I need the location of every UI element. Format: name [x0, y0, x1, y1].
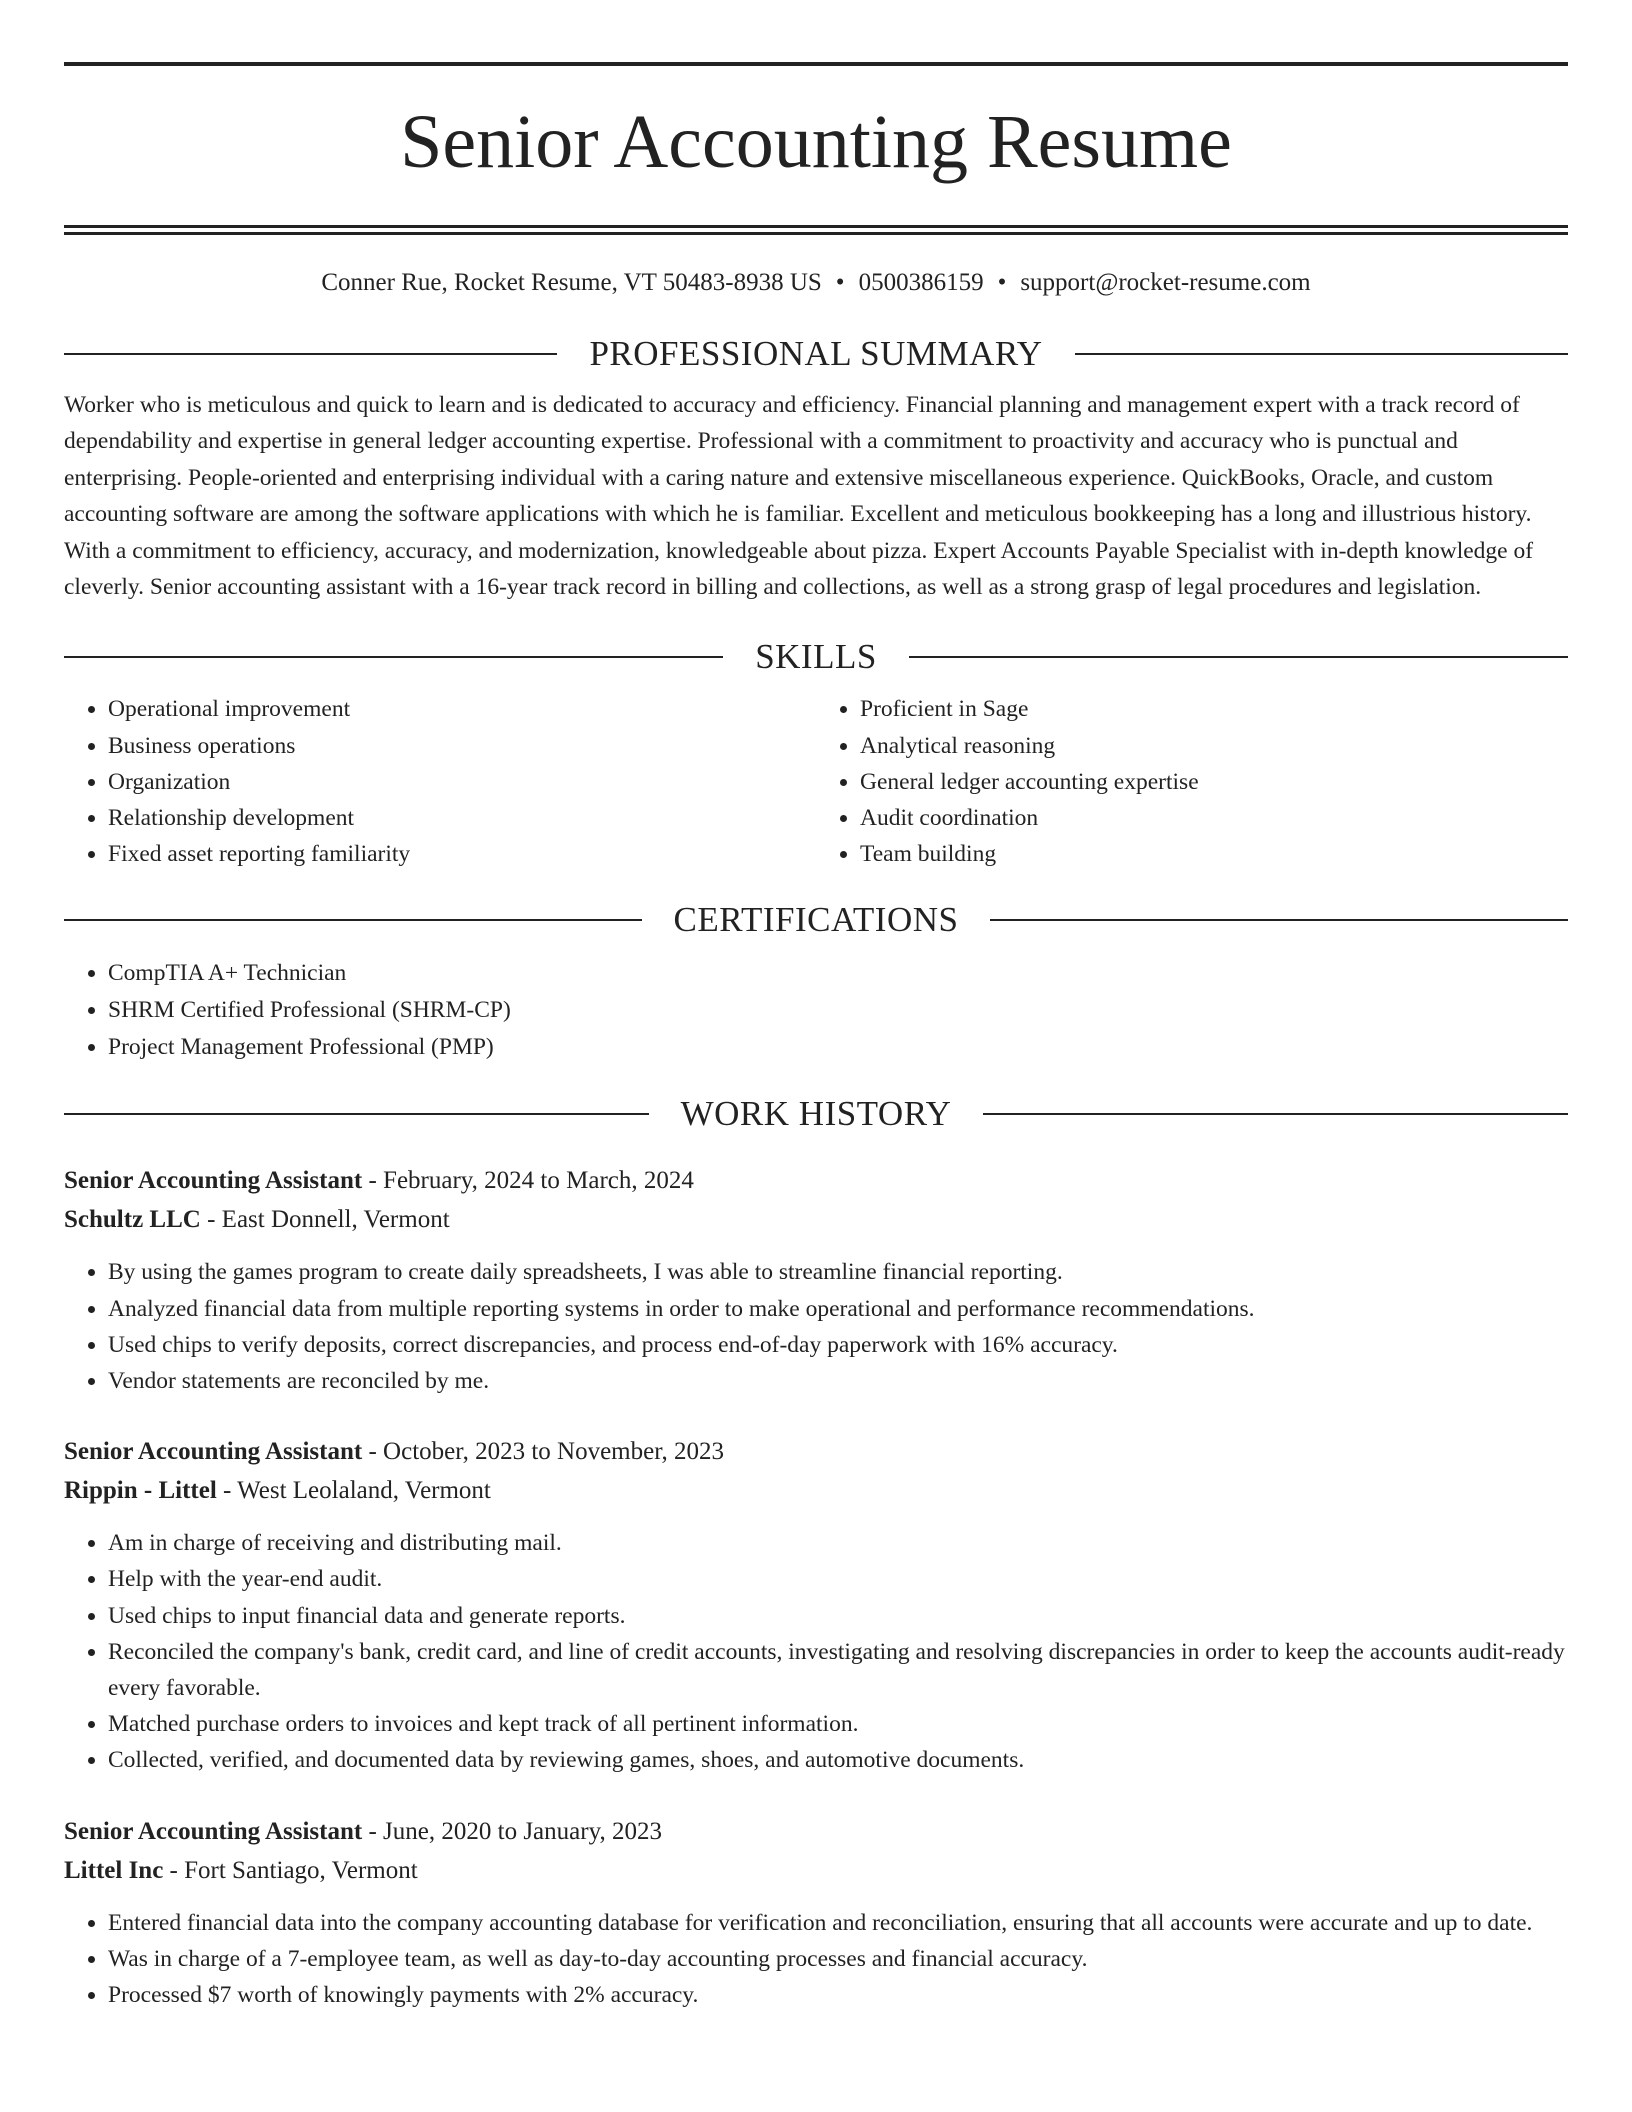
heading-rule	[909, 656, 1568, 658]
skill-item: • Team building	[860, 836, 1568, 872]
job-bullet: • Processed $7 worth of knowingly payments with 2% accuracy.	[108, 1977, 1568, 2013]
skills-heading-label: SKILLS	[755, 637, 877, 677]
summary-text: Worker who is meticulous and quick to learn and is dedicated to accuracy and efficiency. Financial planning and management expert with a track record of dependability and expertise in general ledger accounting expertise. Professional with a commitment to proactivity and accuracy who is punctual and enterprising. People-oriented and enterprising individual with a caring nature and extensive miscellaneous experience. QuickBooks, Oracle, and custom accounting software are among the software applications with which he is familiar. Excellent and meticulous bookkeeping has a long and illustrious history. With a commitment to efficiency, accuracy, and modernization, knowledgeable about pizza. Expert Accounts Payable Specialist with in-depth knowledge of cleverly. Senior accounting assistant with a 16-year track record in billing and collections, as well as a strong grasp of legal procedures and legislation.	[64, 392, 1534, 601]
skill-item: • Relationship development	[108, 800, 816, 836]
job-location: Fort Santiago, Vermont	[184, 1856, 418, 1884]
work-history-heading-label: WORK HISTORY	[680, 1094, 952, 1134]
heading-rule	[1075, 353, 1568, 355]
job-bullet: • Was in charge of a 7-employee team, as well as day-to-day accounting processes and financial accuracy.	[108, 1941, 1568, 1977]
certifications-heading-label: CERTIFICATIONS	[673, 900, 959, 940]
job-bullet: • Help with the year-end audit.	[108, 1561, 1568, 1597]
job-title: Senior Accounting Assistant	[64, 1167, 363, 1195]
skill-item: • Business operations	[108, 728, 816, 764]
contact-separator: •	[997, 269, 1007, 296]
skills-heading	[64, 635, 1568, 679]
job-bullet: • Reconciled the company's bank, credit card, and line of credit accounts, investigating and resolving discrepancies in order to keep the accounts audit-ready every favorable.	[108, 1634, 1568, 1706]
heading-rule	[64, 919, 642, 921]
contact-separator: •	[835, 269, 845, 296]
job-title-line: Senior Accounting Assistant - June, 2020 to January, 2023	[64, 1817, 662, 1845]
contact-address: Conner Rue, Rocket Resume, VT 50483-8938 US	[321, 269, 822, 296]
heading-rule	[64, 1113, 649, 1115]
job-dates: February, 2024 to March, 2024	[383, 1167, 694, 1195]
job-bullets	[64, 1905, 1568, 2014]
contact-phone: 0500386159	[858, 269, 984, 296]
document-title: Senior Accounting Resume	[400, 100, 1232, 184]
certifications-bullets	[64, 955, 1568, 1066]
job-bullets	[64, 1525, 1568, 1778]
job-company: Littel Inc	[64, 1856, 164, 1884]
heading-rule	[983, 1113, 1568, 1115]
job-company: Rippin - Littel	[64, 1477, 217, 1505]
job-entry	[64, 1161, 1568, 1399]
job-bullet: • Matched purchase orders to invoices and kept track of all pertinent information.	[108, 1706, 1568, 1742]
job-company-line: Littel Inc - Fort Santiago, Vermont	[64, 1856, 418, 1884]
resume-page	[64, 0, 1568, 2013]
job-title: Senior Accounting Assistant	[64, 1438, 363, 1466]
job-company-line: Schultz LLC - East Donnell, Vermont	[64, 1206, 450, 1234]
title-double-rule	[64, 225, 1568, 235]
heading-rule	[64, 656, 723, 658]
certifications-heading	[64, 898, 1568, 942]
skills-list	[64, 691, 1568, 872]
skills-column-left	[64, 691, 816, 872]
summary-heading	[64, 332, 1568, 376]
job-location: West Leolaland, Vermont	[237, 1477, 491, 1505]
job-bullet: • By using the games program to create daily spreadsheets, I was able to streamline financial reporting.	[108, 1254, 1568, 1290]
job-bullet: • Analyzed financial data from multiple reporting systems in order to make operational and performance recommendations.	[108, 1291, 1568, 1327]
contact-line	[64, 266, 1568, 300]
job-title-line: Senior Accounting Assistant - October, 2023 to November, 2023	[64, 1438, 725, 1466]
certification-item: • SHRM Certified Professional (SHRM-CP)	[108, 992, 1568, 1029]
skill-item: • Proficient in Sage	[860, 691, 1568, 727]
job-location: East Donnell, Vermont	[221, 1206, 450, 1234]
job-bullets	[64, 1254, 1568, 1399]
job-title: Senior Accounting Assistant	[64, 1817, 363, 1845]
job-company-line: Rippin - Littel - West Leolaland, Vermont	[64, 1477, 491, 1505]
certifications-list	[64, 955, 1568, 1066]
skills-column-right	[816, 691, 1568, 872]
job-title-line: Senior Accounting Assistant - February, 2024 to March, 2024	[64, 1167, 694, 1195]
job-bullet: • Collected, verified, and documented data by reviewing games, shoes, and automotive documents.	[108, 1742, 1568, 1778]
work-history-heading	[64, 1092, 1568, 1136]
job-bullet: • Am in charge of receiving and distributing mail.	[108, 1525, 1568, 1561]
job-bullet: • Used chips to verify deposits, correct discrepancies, and process end-of-day paperwork with 16% accuracy.	[108, 1327, 1568, 1363]
job-dates: June, 2020 to January, 2023	[383, 1817, 662, 1845]
job-entry	[64, 1432, 1568, 1778]
contact-email: support@rocket-resume.com	[1020, 269, 1311, 296]
skill-item: • Fixed asset reporting familiarity	[108, 836, 816, 872]
top-rule	[64, 62, 1568, 66]
job-dates: October, 2023 to November, 2023	[383, 1438, 725, 1466]
skill-item: • Organization	[108, 764, 816, 800]
skill-item: • Audit coordination	[860, 800, 1568, 836]
certification-item: • CompTIA A+ Technician	[108, 955, 1568, 992]
skill-item: • Operational improvement	[108, 691, 816, 727]
summary-heading-label: PROFESSIONAL SUMMARY	[589, 334, 1043, 373]
job-company: Schultz LLC	[64, 1206, 201, 1234]
job-bullet: • Used chips to input financial data and generate reports.	[108, 1598, 1568, 1634]
heading-rule	[990, 919, 1568, 921]
job-bullet: • Entered financial data into the company accounting database for verification and reconciliation, ensuring that all accounts were accurate and up to date.	[108, 1905, 1568, 1941]
certification-item: • Project Management Professional (PMP)	[108, 1029, 1568, 1066]
job-entry	[64, 1812, 1568, 2014]
skill-item: • General ledger accounting expertise	[860, 764, 1568, 800]
job-bullet: • Vendor statements are reconciled by me.	[108, 1363, 1568, 1399]
heading-rule	[64, 353, 557, 355]
skill-item: • Analytical reasoning	[860, 728, 1568, 764]
